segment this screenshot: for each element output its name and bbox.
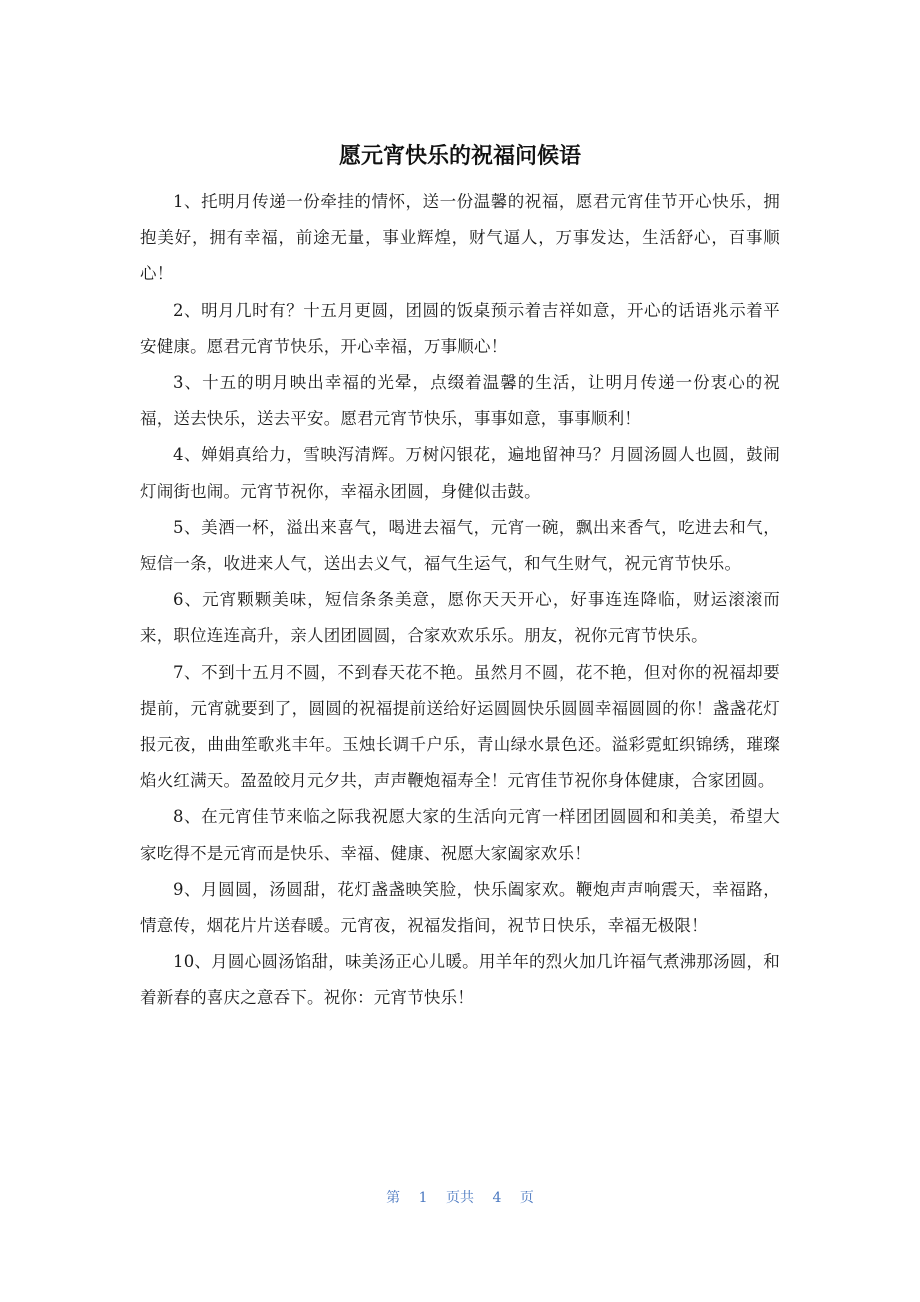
paragraph-5: 5、美酒一杯，溢出来喜气，喝进去福气，元宵一碗，飘出来香气，吃进去和气，短信一条，收进来人气，送出去义气，福气生运气，和气生财气，祝元宵节快乐。: [140, 517, 780, 574]
paragraph-6: 6、元宵颗颗美味，短信条条美意，愿你天天开心，好事连连降临，财运滚滚而来，职位连连高升，亲人团团圆圆，合家欢欢乐乐。朋友，祝你元宵节快乐。: [140, 590, 780, 646]
paragraph-2: 2、明月几时有？十五月更圆，团圆的饭桌预示着吉祥如意，开心的话语兆示着平安健康。愿君元宵节快乐，开心幸福，万事顺心！: [140, 300, 780, 356]
footer-current-page: 1: [418, 1190, 428, 1206]
paragraph-4: 4、婵娟真给力，雪映泻清辉。万树闪银花，遍地留神马？月圆汤圆人也圆，鼓闹灯闹街也闹。元宵节祝你，幸福永团圆，身健似击鼓。: [140, 445, 780, 501]
document-title: 愿元宵快乐的祝福问候语: [338, 144, 581, 169]
page-footer: [0, 1188, 920, 1208]
paragraph-1: 1、托明月传递一份牵挂的情怀，送一份温馨的祝福，愿君元宵佳节开心快乐，拥抱美好，拥有幸福，前途无量，事业辉煌，财气逼人，万事发达，生活舒心，百事顺心！: [140, 192, 780, 284]
footer-word-page: 第: [386, 1190, 401, 1206]
footer-word-of-total: 页共: [446, 1190, 474, 1206]
paragraph-10: 10、月圆心圆汤馅甜，味美汤正心儿暖。用羊年的烈火加几许福气煮沸那汤圆，和着新春的喜庆之意吞下。祝你：元宵节快乐！: [140, 952, 780, 1008]
footer-word-page-end: 页: [519, 1190, 534, 1206]
document-body: [140, 184, 780, 1017]
footer-total-pages: 4: [492, 1190, 502, 1206]
paragraph-3: 3、十五的明月映出幸福的光晕，点缀着温馨的生活，让明月传递一份衷心的祝福，送去快乐，送去平安。愿君元宵节快乐，事事如意，事事顺利！: [140, 373, 780, 429]
paragraph-9: 9、月圆圆，汤圆甜，花灯盏盏映笑脸，快乐阖家欢。鞭炮声声响震天，幸福路，情意传，烟花片片送春暖。元宵夜，祝福发指间，祝节日快乐，幸福无极限！: [140, 879, 780, 936]
paragraph-7: 7、不到十五月不圆，不到春天花不艳。虽然月不圆，花不艳，但对你的祝福却要提前，元宵就要到了，圆圆的祝福提前送给好运圆圆快乐圆圆幸福圆圆的你！盏盏花灯报元夜，曲曲笙歌兆丰年。玉烛长调千户乐，青山绿水景色还。溢彩霓虹织锦绣，璀璨焰火红满天。盈盈皎月元夕共，声声鞭炮福寿全！元宵佳节祝你身体健康，合家团圆。: [140, 662, 780, 791]
paragraph-8: 8、在元宵佳节来临之际我祝愿大家的生活向元宵一样团团圆圆和和美美，希望大家吃得不是元宵而是快乐、幸福、健康、祝愿大家阖家欢乐！: [140, 807, 780, 863]
